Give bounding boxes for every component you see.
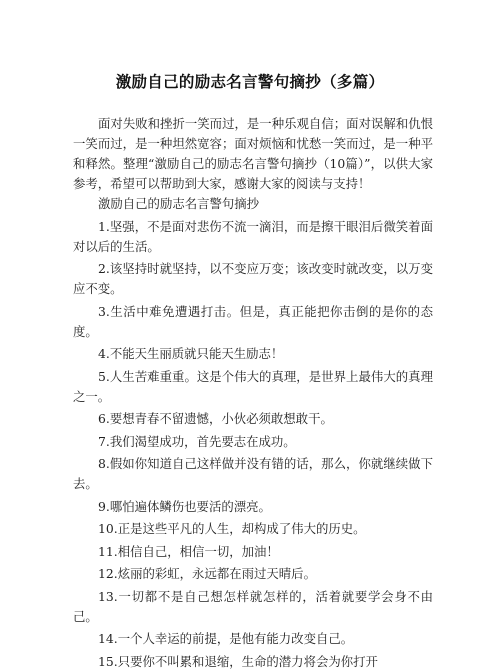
quote-item: 7.我们渴望成功，首先要志在成功。 — [98, 433, 296, 449]
document-body — [73, 114, 433, 672]
quote-item: 14.一个人幸运的前提，是他有能力改变自己。 — [98, 631, 354, 646]
quote-item: 2.该坚持时就坚持，以不变应万变；该改变时就改变，以万变应不变。 — [73, 261, 433, 296]
quote-item: 10.正是这些平凡的人生，却构成了伟大的历史。 — [98, 521, 366, 536]
quote-item: 6.要想青春不留遗憾，小伙必须敢想敢干。 — [98, 411, 333, 426]
quote-item: 8.假如你知道自己这样做并没有错的话，那么，你就继续做下去。 — [73, 456, 433, 491]
quote-item: 5.人生苦难重重。这是个伟大的真理，是世界上最伟大的真理之一。 — [73, 368, 433, 404]
quote-item: 15.只要你不叫累和退缩，生命的潜力将会为你打开 — [98, 653, 378, 669]
section-subtitle: 激励自己的励志名言警句摘抄 — [98, 196, 260, 211]
quote-item: 9.哪怕遍体鳞伤也要活的漂亮。 — [98, 498, 271, 514]
document-title: 激励自己的励志名言警句摘抄（多篇） — [115, 73, 385, 91]
intro-paragraph: 面对失败和挫折一笑而过，是一种乐观自信；面对误解和仇恨一笑而过，是一种坦然宽容；面对烦恼和忧愁一笑而过，是一种平和释然。整理“激励自己的励志名言警句摘抄（10篇）”，以供大家参考，希望可以帮助到大家，感谢大家的阅读与支持！ — [73, 116, 433, 191]
quote-item: 4.不能天生丽质就只能天生励志！ — [98, 346, 284, 361]
quote-item: 1.坚强，不是面对悲伤不流一滴泪，而是擦干眼泪后微笑着面对以后的生活。 — [73, 218, 433, 254]
quote-item: 12.炫丽的彩虹，永远都在雨过天晴后。 — [98, 566, 316, 581]
quote-item: 13.一切都不是自己想怎样就怎样的，活着就要学会身不由己。 — [73, 588, 433, 624]
quote-item: 11.相信自己，相信一切，加油！ — [98, 543, 279, 559]
quote-item: 3.生活中难免遭遇打击。但是，真正能把你击倒的是你的态度。 — [73, 303, 433, 339]
